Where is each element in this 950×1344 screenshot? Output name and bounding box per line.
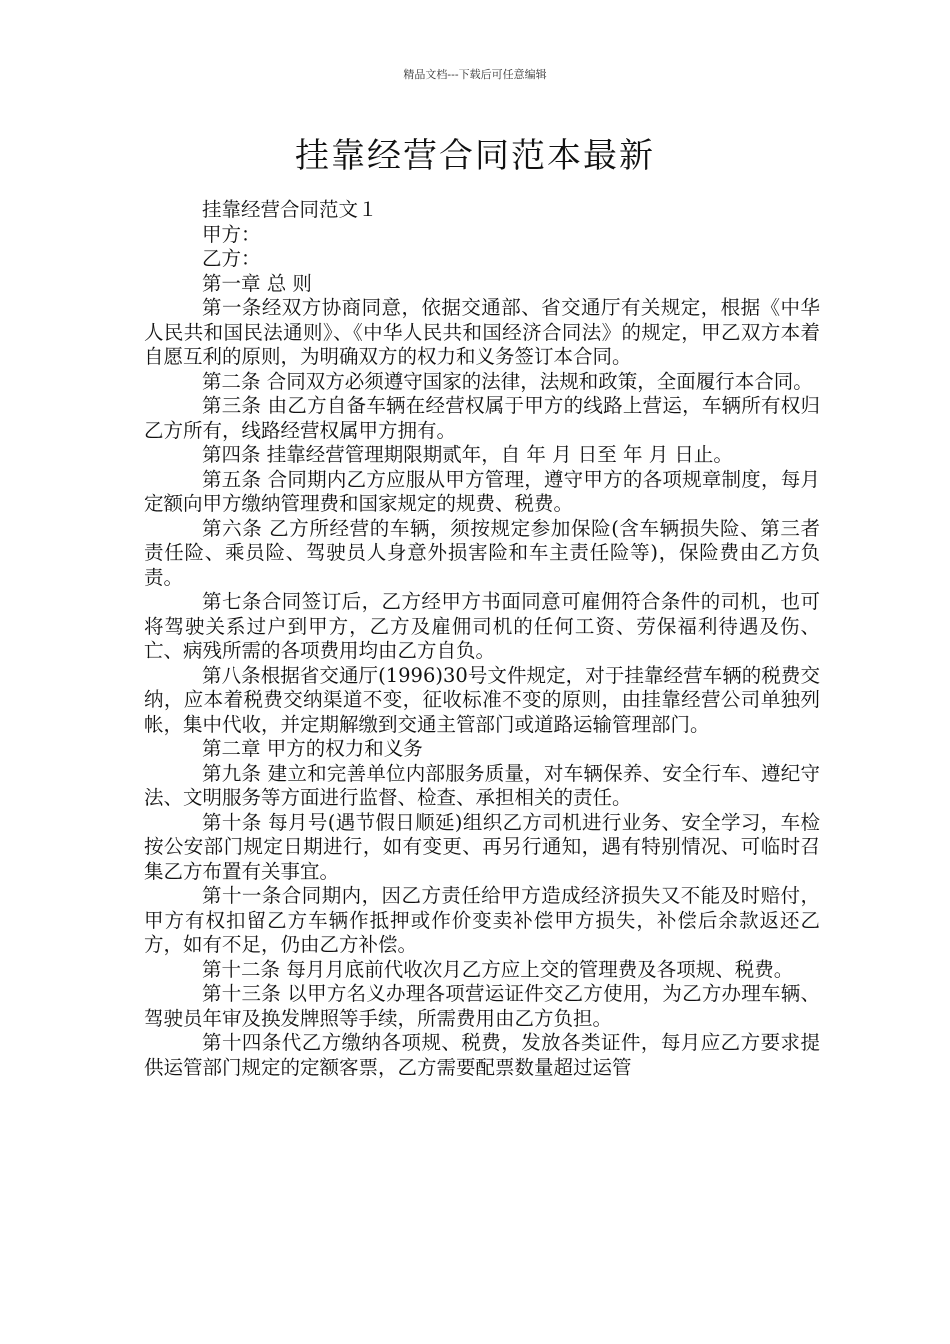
article-paragraph: 第五条 合同期内乙方应服从甲方管理，遵守甲方的各项规章制度，每月定额向甲方缴纳管理费和国家规定的规费、税费。 (144, 467, 820, 515)
article-paragraph: 第十条 每月号(遇节假日顺延)组织乙方司机进行业务、安全学习，车检按公安部门规定日期进行，如有变更、再另行通知，遇有特别情况、可临时召集乙方布置有关事宜。 (144, 810, 820, 883)
article-paragraph: 第九条 建立和完善单位内部服务质量，对车辆保养、安全行车、遵纪守法、文明服务等方面进行监督、检查、承担相关的责任。 (144, 761, 820, 809)
article-paragraph: 第二条 合同双方必须遵守国家的法律，法规和政策，全面履行本合同。 (202, 369, 813, 393)
party-a-line: 甲方： (202, 222, 261, 246)
document-body (144, 198, 820, 1080)
party-b-line: 乙方： (202, 247, 261, 270)
article-paragraph: 第十一条合同期内，因乙方责任给甲方造成经济损失又不能及时赔付，甲方有权扣留乙方车辆作抵押或作价变卖补偿甲方损失，补偿后余款返还乙方，如有不足，仍由乙方补偿。 (144, 884, 820, 956)
chapter-heading: 第二章 甲方的权力和义务 (202, 737, 423, 760)
article-paragraph: 第三条 由乙方自备车辆在经营权属于甲方的线路上营运，车辆所有权归乙方所有，线路经营权属甲方拥有。 (144, 394, 820, 442)
page-header-note: 精品文档---下载后可任意编辑 (403, 68, 547, 81)
article-paragraph: 第七条合同签订后，乙方经甲方书面同意可雇佣符合条件的司机，也可将驾驶关系过户到甲方，乙方及雇佣司机的任何工资、劳保福利待遇及伤、亡、病残所需的各项费用均由乙方自负。 (144, 590, 820, 662)
document-subtitle: 挂靠经营合同范文１ (202, 198, 378, 221)
article-paragraph: 第十三条 以甲方名义办理各项营运证件交乙方使用，为乙方办理车辆、驾驶员年审及换发牌照等手续，所需费用由乙方负担。 (144, 982, 820, 1030)
article-paragraph: 第八条根据省交通厅(1996)30号文件规定，对于挂靠经营车辆的税费交纳，应本着税费交纳渠道不变，征收标准不变的原则，由挂靠经营公司单独列帐，集中代收，并定期解缴到交通主管部门或道路运输管理部门。 (144, 663, 820, 736)
chapter-heading: 第一章 总 则 (202, 271, 312, 295)
article-paragraph: 第四条 挂靠经营管理期限期贰年，自 年 月 日至 年 月 日止。 (202, 443, 733, 466)
article-paragraph: 第十四条代乙方缴纳各项规、税费，发放各类证件，每月应乙方要求提供运管部门规定的定额客票，乙方需要配票数量超过运管 (144, 1031, 820, 1079)
document-title: 挂靠经营合同范本最新 (295, 136, 655, 176)
article-paragraph: 第六条 乙方所经营的车辆，须按规定参加保险(含车辆损失险、第三者责任险、乘员险、驾驶员人身意外损害险和车主责任险等)，保险费由乙方负责。 (144, 516, 820, 589)
article-paragraph: 第一条经双方协商同意，依据交通部、省交通厅有关规定，根据《中华人民共和国民法通则》、《中华人民共和国经济合同法》的规定，甲乙双方本着自愿互利的原则，为明确双方的权力和义务签订本合同。 (144, 296, 820, 368)
article-paragraph: 第十二条 每月月底前代收次月乙方应上交的管理费及各项规、税费。 (202, 957, 794, 981)
